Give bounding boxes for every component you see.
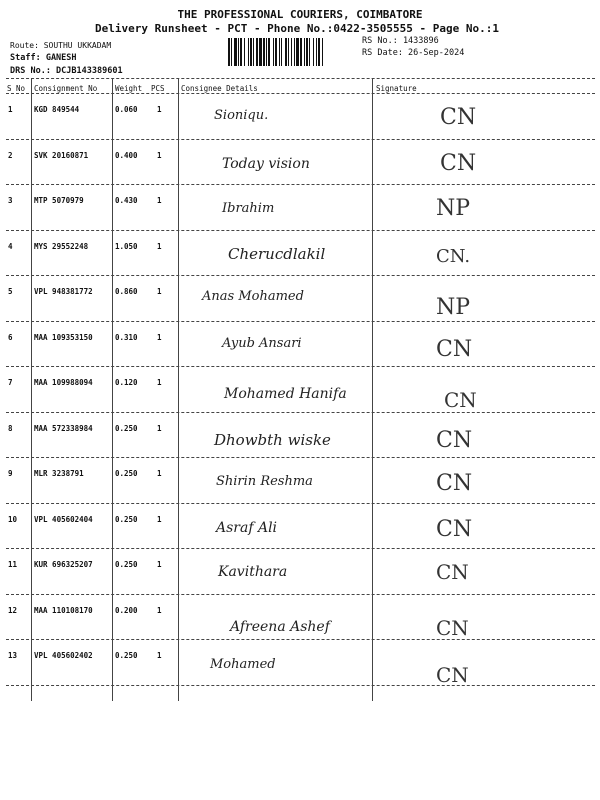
barcode-bar bbox=[309, 38, 310, 66]
row-weight: 0.430 bbox=[115, 196, 138, 205]
row-signature-handwritten: CN bbox=[440, 105, 477, 130]
row-weight: 0.250 bbox=[115, 651, 138, 660]
row-pcs: 1 bbox=[157, 651, 162, 660]
barcode-bar bbox=[231, 38, 232, 66]
barcode-bar bbox=[250, 38, 252, 66]
route-label: Route: SOUTHU UKKADAM bbox=[10, 41, 112, 50]
row-divider bbox=[6, 639, 595, 640]
row-consignment-no: MTP 5070979 bbox=[34, 196, 84, 205]
rs-date: RS Date: 26-Sep-2024 bbox=[362, 48, 465, 58]
row-consignment-no: KGD 849544 bbox=[34, 105, 80, 114]
row-sno: 3 bbox=[8, 196, 13, 205]
row-consignment-no: MAA 109353150 bbox=[34, 332, 93, 342]
row-divider bbox=[6, 139, 595, 140]
row-pcs: 1 bbox=[157, 287, 162, 296]
column-divider-2 bbox=[112, 78, 113, 701]
runsheet-title: THE PROFESSIONAL COURIERS, COIMBATORE bbox=[177, 8, 423, 21]
row-weight: 0.250 bbox=[115, 514, 138, 524]
column-header-pcs: PCS bbox=[151, 84, 165, 93]
row-consignee-handwritten: Sioniqu. bbox=[214, 108, 269, 123]
row-signature-handwritten: CN bbox=[444, 388, 477, 412]
barcode-bar bbox=[285, 38, 287, 66]
row-divider bbox=[6, 685, 595, 686]
row-pcs: 1 bbox=[157, 241, 162, 251]
row-sno: 11 bbox=[8, 560, 18, 569]
barcode-bar bbox=[281, 38, 282, 66]
row-pcs: 1 bbox=[157, 423, 162, 433]
row-weight: 0.250 bbox=[115, 469, 138, 478]
row-divider bbox=[6, 321, 595, 322]
row-signature-handwritten: CN bbox=[436, 427, 473, 453]
barcode-bar bbox=[279, 38, 280, 66]
column-header-weight: Weight bbox=[115, 84, 143, 93]
staff-label: Staff: GANESH bbox=[10, 53, 77, 63]
column-header-signature: Signature bbox=[376, 84, 417, 93]
row-consignment-no: VPL 405602404 bbox=[34, 514, 93, 524]
row-weight: 0.310 bbox=[115, 332, 138, 342]
barcode-bar bbox=[313, 38, 314, 66]
row-divider bbox=[6, 594, 595, 595]
row-weight: 0.200 bbox=[115, 605, 138, 615]
row-consignee-handwritten: Dhowbth wiske bbox=[214, 430, 331, 449]
row-sno: 8 bbox=[8, 423, 13, 433]
column-header-consignee: Consignee Details bbox=[181, 84, 258, 93]
column-header-consignment: Consignment No bbox=[34, 84, 98, 93]
barcode-bar bbox=[268, 38, 270, 66]
row-signature-handwritten: NP bbox=[436, 295, 471, 320]
row-divider bbox=[6, 503, 595, 504]
row-signature-handwritten: CN bbox=[436, 615, 469, 640]
barcode-bar bbox=[275, 38, 277, 66]
barcode-bar bbox=[248, 38, 249, 66]
row-divider bbox=[6, 548, 595, 549]
barcode-bar bbox=[306, 38, 308, 66]
row-sno: 13 bbox=[8, 651, 18, 660]
barcode-bar bbox=[316, 38, 317, 66]
row-signature-handwritten: CN. bbox=[436, 245, 471, 267]
row-pcs: 1 bbox=[157, 560, 162, 569]
barcode-bar bbox=[240, 38, 242, 66]
row-pcs: 1 bbox=[157, 196, 162, 205]
row-consignment-no: MLR 3238791 bbox=[34, 469, 84, 478]
row-consignment-no: MAA 572338984 bbox=[34, 423, 93, 433]
barcode-bar bbox=[266, 38, 267, 66]
row-signature-handwritten: NP bbox=[436, 196, 471, 221]
row-consignment-no: MAA 109988094 bbox=[34, 378, 93, 387]
row-pcs: 1 bbox=[157, 150, 162, 160]
row-sno: 10 bbox=[8, 514, 18, 524]
row-pcs: 1 bbox=[157, 332, 162, 342]
row-consignment-no: VPL 405602402 bbox=[34, 651, 93, 660]
row-sno: 7 bbox=[8, 378, 13, 387]
row-consignee-handwritten: Anas Mohamed bbox=[202, 289, 304, 304]
row-consignee-handwritten: Mohamed bbox=[210, 657, 276, 672]
row-consignee-handwritten: Cherucdlakil bbox=[228, 244, 326, 263]
column-divider-1 bbox=[31, 78, 32, 701]
row-signature-handwritten: CN bbox=[440, 150, 477, 176]
row-divider bbox=[6, 230, 595, 231]
row-consignment-no: VPL 948381772 bbox=[34, 287, 93, 296]
barcode-bar bbox=[256, 38, 258, 66]
table-header-bottom-rule bbox=[6, 93, 595, 94]
row-consignee-handwritten: Mohamed Hanifa bbox=[224, 386, 347, 402]
barcode-image bbox=[228, 38, 356, 66]
row-divider bbox=[6, 184, 595, 185]
rs-number: RS No.: 1433896 bbox=[362, 36, 439, 46]
barcode-bar bbox=[273, 38, 274, 66]
barcode-bar bbox=[294, 38, 295, 66]
barcode-bar bbox=[234, 38, 237, 66]
runsheet-subtitle: Delivery Runsheet - PCT - Phone No.:0422-3505555 - Page No.:1 bbox=[95, 22, 499, 35]
row-divider bbox=[6, 457, 595, 458]
row-signature-handwritten: CN bbox=[436, 663, 469, 687]
row-sno: 4 bbox=[8, 241, 13, 251]
row-consignment-no: KUR 696325207 bbox=[34, 560, 93, 569]
row-consignee-handwritten: Today vision bbox=[222, 155, 310, 172]
barcode-bar bbox=[300, 38, 302, 66]
row-pcs: 1 bbox=[157, 514, 162, 524]
barcode-bar bbox=[296, 38, 299, 66]
row-consignee-handwritten: Kavithara bbox=[218, 564, 288, 580]
column-divider-3 bbox=[178, 78, 179, 701]
row-sno: 5 bbox=[8, 287, 13, 296]
row-pcs: 1 bbox=[157, 605, 162, 615]
column-header-sno: S No bbox=[7, 84, 26, 93]
row-consignee-handwritten: Shirin Reshma bbox=[216, 474, 313, 489]
row-consignee-handwritten: Ayub Ansari bbox=[222, 335, 302, 351]
row-divider bbox=[6, 275, 595, 276]
row-consignment-no: SVK 20160871 bbox=[34, 150, 89, 160]
column-divider-4 bbox=[372, 78, 373, 701]
row-divider bbox=[6, 412, 595, 413]
row-consignee-handwritten: Asraf Ali bbox=[216, 519, 278, 536]
row-pcs: 1 bbox=[157, 469, 162, 478]
barcode-bar bbox=[259, 38, 262, 66]
row-weight: 0.250 bbox=[115, 560, 138, 569]
row-sno: 12 bbox=[8, 605, 18, 615]
row-weight: 0.060 bbox=[115, 105, 138, 114]
row-consignment-no: MAA 110108170 bbox=[34, 605, 93, 615]
barcode-bar bbox=[228, 38, 230, 66]
row-signature-handwritten: CN bbox=[436, 336, 473, 362]
barcode-bar bbox=[238, 38, 239, 66]
row-pcs: 1 bbox=[157, 105, 162, 114]
barcode-bar bbox=[304, 38, 305, 66]
row-sno: 9 bbox=[8, 469, 13, 478]
row-weight: 0.120 bbox=[115, 378, 138, 387]
row-consignment-no: MYS 29552248 bbox=[34, 241, 89, 251]
barcode-bar bbox=[244, 38, 245, 66]
drs-number: DRS No.: DCJB143389601 bbox=[10, 66, 123, 76]
row-consignee-handwritten: Afreena Ashef bbox=[230, 618, 330, 635]
row-divider bbox=[6, 366, 595, 367]
row-pcs: 1 bbox=[157, 378, 162, 387]
row-sno: 6 bbox=[8, 332, 13, 342]
barcode-bar bbox=[318, 38, 320, 66]
row-weight: 0.250 bbox=[115, 423, 138, 433]
barcode-bar bbox=[263, 38, 265, 66]
row-sno: 2 bbox=[8, 150, 13, 160]
barcode-bar bbox=[253, 38, 254, 66]
row-consignee-handwritten: Ibrahim bbox=[222, 201, 275, 216]
row-signature-handwritten: CN bbox=[436, 471, 473, 496]
row-signature-handwritten: CN bbox=[436, 516, 473, 542]
barcode-bar bbox=[291, 38, 292, 66]
row-signature-handwritten: CN bbox=[436, 560, 469, 584]
row-weight: 0.860 bbox=[115, 287, 138, 296]
table-header-top-rule bbox=[6, 78, 595, 79]
row-weight: 0.400 bbox=[115, 150, 138, 160]
row-sno: 1 bbox=[8, 105, 13, 114]
row-weight: 1.050 bbox=[115, 241, 138, 251]
barcode-bar bbox=[288, 38, 289, 66]
barcode-bar bbox=[322, 38, 323, 66]
